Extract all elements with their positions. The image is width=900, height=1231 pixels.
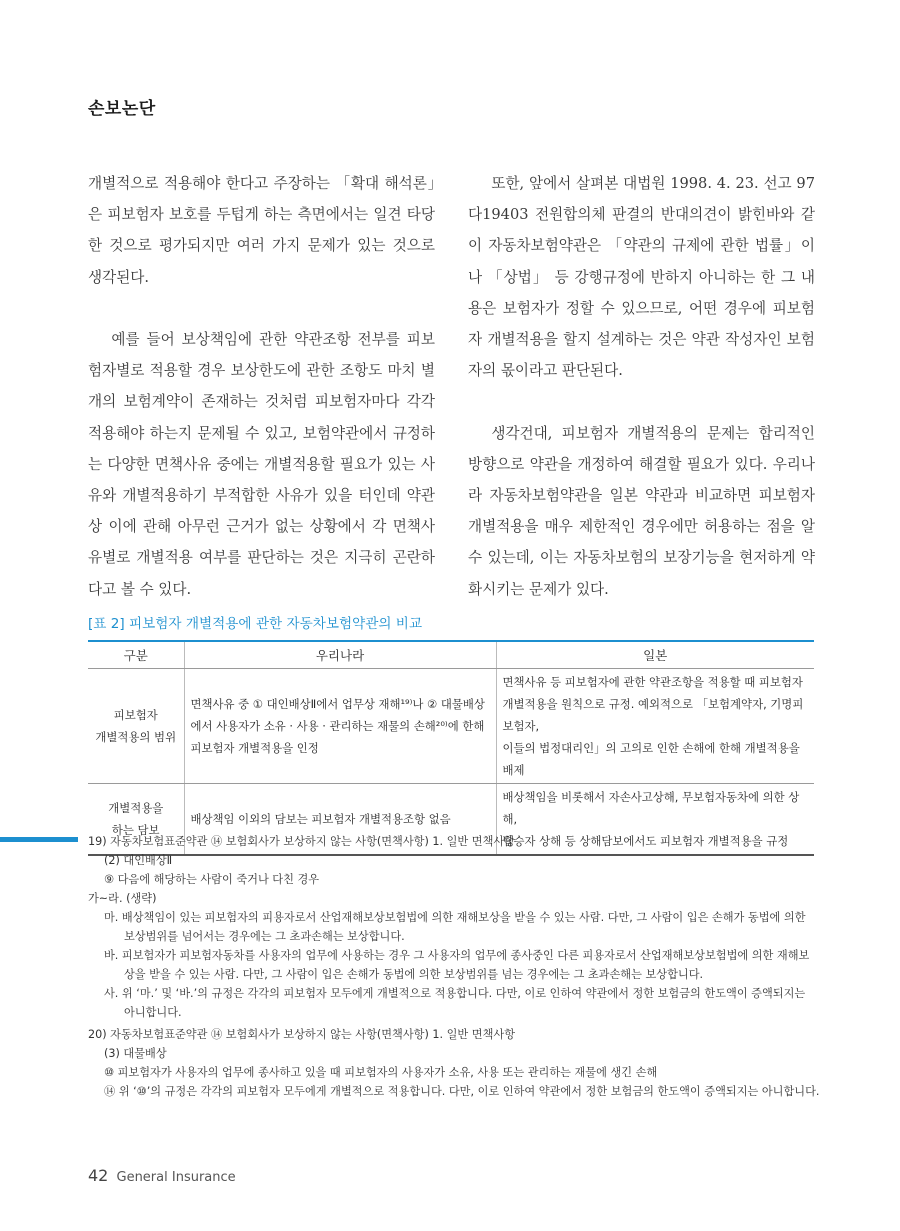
cell-line: 탑승자 상해 등 상해담보에서도 피보험자 개별적용을 규정 [502, 834, 789, 848]
row-korea [184, 669, 496, 784]
left-column [88, 168, 435, 636]
footnote-line: 가~라. (생략) [88, 892, 157, 905]
header-category: 구분 [88, 641, 184, 669]
cell-line: 개별적용을 [108, 801, 164, 815]
footnote-heading: 19) 자동차보험표준약관 ⑭ 보험회사가 보상하지 않는 사항(면책사항) 1. 일반 면책사항 [88, 835, 516, 848]
cell-line: 배상책임 이외의 담보는 피보험자 개별적용조항 없음 [190, 812, 451, 826]
cell-line: 면책사유 등 피보험자에 관한 약관조항을 적용할 때 피보험자 [502, 675, 803, 689]
footnote-line: 바. 피보험자가 피보험자동차를 사용자의 업무에 사용하는 경우 그 사용자의 업무에 종사중인 다른 피용자로서 산업재해보상보험법에 의한 재해보상을 받을 수 있는 사람. 다만, 그 사람이 입은 손해가 동법에 의한 보상범위를 넘는 경우에는 그 초과손해는 보상합니다. [104, 949, 810, 981]
cell-line: 피보험자 [113, 708, 158, 722]
footnote-line: 사. 위 ‘마.’ 및 ‘바.’의 규정은 각각의 피보험자 모두에게 개별적으로 적용합니다. 다만, 이로 인하여 약관에서 정한 보험금의 한도액이 증액되지는 아니합니다. [104, 987, 806, 1019]
table-row [88, 669, 814, 784]
footnote-line: ⑭ 위 ‘⑩’의 규정은 각각의 피보험자 모두에게 개별적으로 적용합니다. 다만, 이로 인하여 약관에서 정한 보험금의 한도액이 증액되지는 아니합니다. [104, 1085, 820, 1098]
footnote-line: (2) 대인배상Ⅱ [104, 854, 173, 867]
cell-line: 하는 담보 [111, 823, 160, 837]
body-paragraph: 생각건대, 피보험자 개별적용의 문제는 합리적인 방향으로 약관을 개정하여 해결할 필요가 있다. 우리나라 자동차보험약관을 일본 약관과 비교하면 피보험자 개별적용을 매우 제한적인 경우에만 허용하는 점을 알 수 있는데, 이는 자동차보험의 보장기능을 현저하게 약화시키는 문제가 있다. [468, 424, 815, 598]
page-footer [88, 1166, 236, 1185]
table-header-row [88, 641, 814, 669]
page-number: 42 [88, 1166, 109, 1185]
footnotes [88, 832, 820, 1101]
cell-line: 이들의 법정대리인」의 고의로 인한 손해에 한해 개별적용을 배제 [502, 741, 800, 777]
footnote-accent-bar [0, 837, 78, 842]
row-japan [496, 669, 814, 784]
footnote-heading: 20) 자동차보험표준약관 ⑭ 보험회사가 보상하지 않는 사항(면책사항) 1. 일반 면책사항 [88, 1028, 516, 1041]
row-category [88, 669, 184, 784]
publication-name: General Insurance [116, 1170, 236, 1185]
right-column [468, 168, 815, 636]
header-japan: 일본 [496, 641, 814, 669]
table-caption: [표 2] 피보험자 개별적용에 관한 자동차보험약관의 비교 [88, 616, 423, 632]
footnote-line: ⑨ 다음에 해당하는 사람이 죽거나 다친 경우 [104, 873, 320, 886]
body-paragraph: 또한, 앞에서 살펴본 대법원 1998. 4. 23. 선고 97다19403 전원합의체 판결의 반대의견이 밝힌바와 같이 자동차보험약관은 「약관의 규제에 관한 법률」이나 「상법」 등 강행규정에 반하지 아니하는 한 그 내용은 보험자가 정할 수 있으므로, 어떤 경우에 피보험자 개별적용을 할지 설계하는 것은 약관 작성자인 보험자의 몫이라고 판단된다. [468, 175, 815, 380]
cell-line: 개별적용의 범위 [95, 730, 177, 744]
footnote-line: (3) 대물배상 [104, 1047, 167, 1060]
body-paragraph: 개별적으로 적용해야 한다고 주장하는 「확대 해석론」은 피보험자 보호를 두텁게 하는 측면에서는 일견 타당한 것으로 평가되지만 여러 가지 문제가 있는 것으로 생각된다. [88, 175, 435, 286]
body-paragraph: 예를 들어 보상책임에 관한 약관조항 전부를 피보험자별로 적용할 경우 보상한도에 관한 조항도 마치 별개의 보험계약이 존재하는 것처럼 피보험자마다 각각 적용해야 하는지 문제될 수 있고, 보험약관에서 규정하는 다양한 면책사유 중에는 개별적용할 필요가 있는 사유와 개별적용하기 부적합한 사유가 있을 터인데 약관상 이에 관해 아무런 근거가 없는 상황에서 각 면책사유별로 개별적용 여부를 판단하는 것은 지극히 곤란하다고 볼 수 있다. [88, 331, 435, 598]
section-title: 손보논단 [88, 99, 156, 119]
footnote-line: 마. 배상책임이 있는 피보험자의 피용자로서 산업재해보상보험법에 의한 재해보상을 받을 수 있는 사람. 다만, 그 사람이 입은 손해가 동법에 의한 보상범위를 넘어서는 경우에는 그 초과손해는 보상합니다. [104, 911, 806, 943]
cell-line: 에서 사용자가 소유 · 사용 · 관리하는 재물의 손해²⁰⁾에 한해 [190, 719, 485, 733]
footnote-line: ⑩ 피보험자가 사용자의 업무에 종사하고 있을 때 피보험자의 사용자가 소유, 사용 또는 관리하는 재물에 생긴 손해 [104, 1066, 658, 1079]
cell-line: 피보험자 개별적용을 인정 [190, 741, 319, 755]
cell-line: 배상책임을 비롯해서 자손사고상해, 무보험자동차에 의한 상해, [502, 790, 800, 826]
cell-line: 개별적용을 원칙으로 규정. 예외적으로 「보험계약자, 기명피보험자, [502, 697, 804, 733]
comparison-table [88, 640, 814, 856]
header-korea: 우리나라 [184, 641, 496, 669]
cell-line: 면책사유 중 ① 대인배상Ⅱ에서 업무상 재해¹⁹⁾나 ② 대물배상 [190, 697, 485, 711]
